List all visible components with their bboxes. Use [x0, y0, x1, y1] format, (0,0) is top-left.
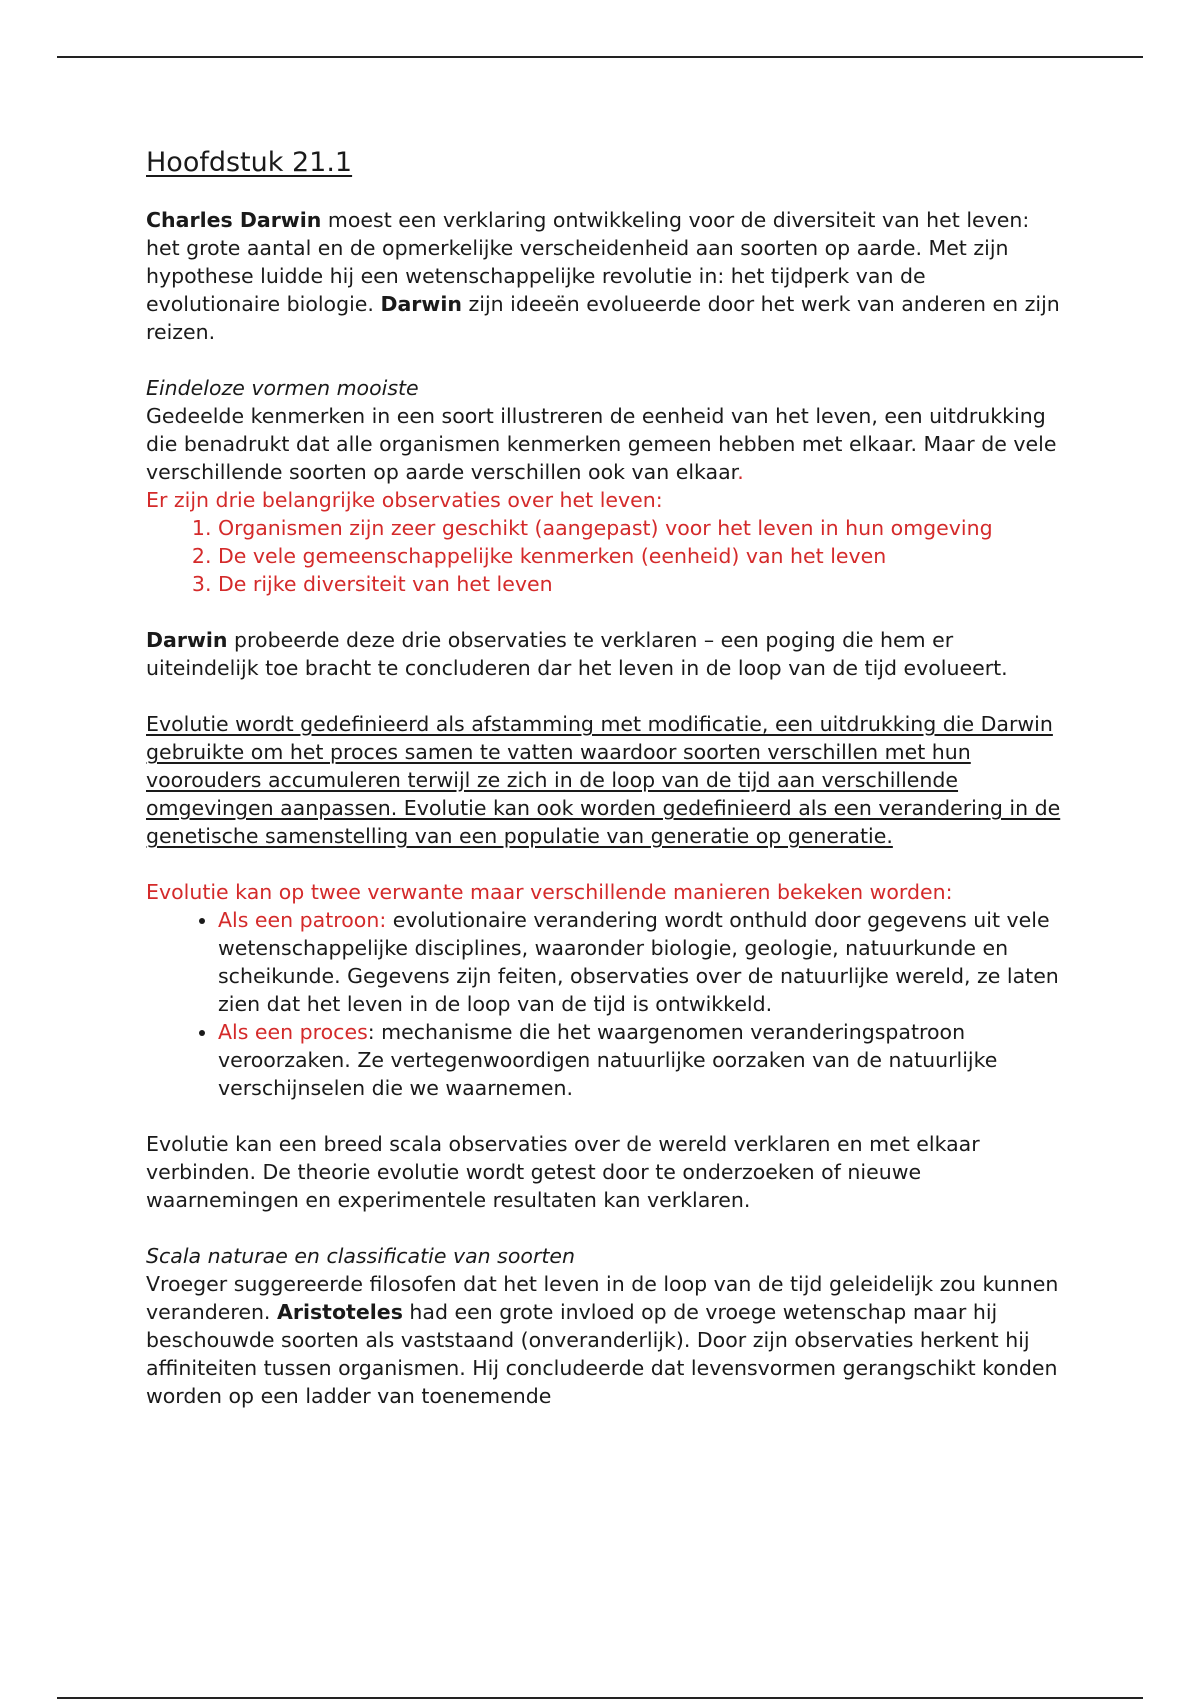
top-rule — [57, 56, 1143, 58]
bold-aristoteles: Aristoteles — [276, 1300, 403, 1324]
list-item: 1. Organismen zijn zeer geschikt (aangepast) voor het leven in hun omgeving — [218, 514, 1066, 542]
list-item: 2. De vele gemeenschappelijke kenmerken (eenheid) van het leven — [218, 542, 1066, 570]
section-heading-scala: Scala naturae en classificatie van soorten — [146, 1244, 576, 1268]
list-item: • Als een proces: mechanisme die het waargenomen veranderingspatroon veroorzaken. Ze vertegenwoordigen natuurlijke oorzaken van de natuurlijke verschijnselen die we waarnemen. — [218, 1018, 1066, 1102]
section2-paragraph: Vroeger suggereerde filosofen dat het leven in de loop van de tijd geleidelijk zou kunnen veranderen. Aristoteles had een grote invloed op de vroege wetenschap maar hij beschouwde soorten als vaststaand (onveranderlijk). Door zijn observaties herkent hij affiniteiten tussen organismen. Hij concludeerde dat levensvormen gerangschikt konden worden op een ladder van toenemende — [146, 1272, 1059, 1408]
page-title: Hoofdstuk 21.1 — [146, 147, 353, 178]
observations-intro: Er zijn drie belangrijke observaties over het leven: — [146, 488, 663, 512]
intro-text-2: zijn ideeën evolueerde door het werk van anderen en zijn reizen. — [146, 292, 1060, 344]
list-item: 3. De rijke diversiteit van het leven — [218, 570, 1066, 598]
views-intro: Evolutie kan op twee verwante maar verschillende manieren bekeken worden: — [146, 880, 953, 904]
definition-paragraph: Evolutie wordt gedefinieerd als afstamming met modificatie, een uitdrukking die Darwin gebruikte om het proces samen te vatten waardoor soorten verschillen met hun voorouders accumuleren terwijl ze zich in de loop van de tijd aan verschillende omgevingen aanpassen. Evolutie kan ook worden gedefinieerd als een verandering in de genetische samenstelling van een populatie van generatie op generatie. — [146, 712, 1061, 848]
summary-paragraph: Evolutie kan een breed scala observaties over de wereld verklaren en met elkaar verbinden. De theorie evolutie wordt getest door te onderzoeken of nieuwe waarnemingen en experimentele resultaten kan verklaren. — [146, 1132, 980, 1212]
section1-paragraph: Gedeelde kenmerken in een soort illustreren de eenheid van het leven, een uitdrukking die benadrukt dat alle organismen kenmerken gemeen hebben met elkaar. Maar de vele verschillende soorten op aarde verschillen ook van elkaar. — [146, 404, 1057, 484]
list-item: • Als een patroon: evolutionaire verandering wordt onthuld door gegevens uit vele wetenschappelijke disciplines, waaronder biologie, geologie, natuurkunde en scheikunde. Gegevens zijn feiten, observaties over de natuurlijke wereld, ze laten zien dat het leven in de loop van de tijd is ontwikkeld. — [218, 906, 1066, 1018]
intro-bold-darwin: Charles Darwin — [146, 208, 322, 232]
bottom-rule — [57, 1697, 1143, 1699]
observations-list — [146, 514, 1066, 598]
intro-bold-darwin-2: Darwin — [380, 292, 462, 316]
intro-paragraph — [146, 206, 1066, 346]
intro-text-1: moest een verklaring ontwikkeling voor de diversiteit van het leven: het grote aantal en de opmerkelijke verscheidenheid aan soorten op aarde. Met zijn hypothese luidde hij een wetenschappelijke revolutie in: het tijdperk van de evolutionaire biologie. — [146, 208, 1030, 316]
views-list — [146, 906, 1066, 1102]
section-heading-eindeloze: Eindeloze vormen mooiste — [146, 376, 419, 400]
document-body — [146, 144, 1066, 1410]
darwin-paragraph: Darwin probeerde deze drie observaties te verklaren – een poging die hem er uiteindelijk toe bracht te concluderen dar het leven in de loop van de tijd evolueert. — [146, 628, 1008, 680]
